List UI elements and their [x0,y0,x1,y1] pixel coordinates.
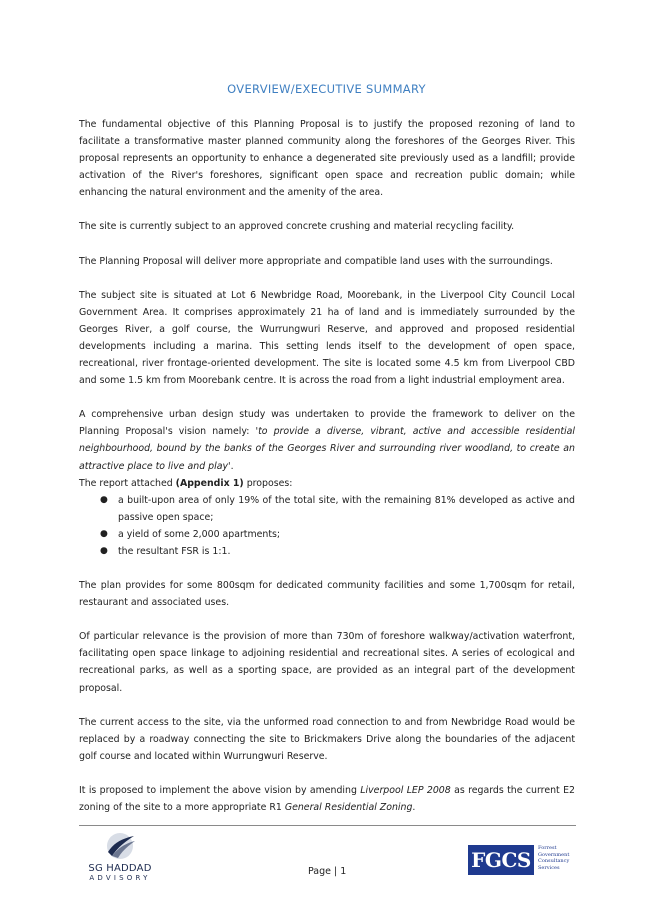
list-item [79,526,575,543]
fgcs-word: Consultancy [538,858,570,864]
zoning-reference: General Residential Zoning [284,802,413,813]
paragraph-implementation [79,782,575,816]
urban-design-end: . [230,460,234,472]
implementation-text-mid: as regards the current E2 zoning of the site to a more appropriate R1 [79,784,575,813]
list-item-text: a yield of some 2,000 apartments; [118,528,281,540]
proposal-list [79,492,575,560]
sg-haddad-swoosh-icon [80,830,160,862]
bullet-icon: ● [100,545,108,556]
page-title: OVERVIEW/EXECUTIVE SUMMARY [227,82,426,96]
paragraph-foreshore: Of particular relevance is the provision of more than 730m of foreshore walkway/activation waterfront, facilitating open space linkage to adjoining residential and recreational sites. A series of ecological and recreational parks, as well as a sporting space, are provided as an integral part of the development proposal. [79,631,575,694]
lep-reference: Liverpool LEP 2008 [360,784,451,796]
appendix-reference: (Appendix 1) [175,477,244,489]
paragraph-facilities: The plan provides for some 800sqm for dedicated community facilities and some 1,700sqm for retail, restaurant and associated uses. [79,580,575,609]
paragraph-current-use: The site is currently subject to an approved concrete crushing and material recycling facility. [79,221,515,233]
implementation-text: It is proposed to implement the above vision by amending [79,784,361,796]
sg-haddad-logo [80,830,160,884]
paragraph-access: The current access to the site, via the unformed road connection to and from Newbridge Road would be replaced by a roadway connecting the site to Brickmakers Drive along the boundaries of the adjacent golf course and located within Wurrungwuri Reserve. [79,716,575,762]
fgcs-words [538,845,578,871]
list-item-text: the resultant FSR is 1:1. [118,545,231,557]
paragraph-urban-design [79,406,575,474]
list-item [79,543,575,560]
urban-design-text: A comprehensive urban design study was undertaken to provide the framework to deliver on the Planning Proposal's vision namely: [79,409,575,438]
sg-haddad-name: SG HADDAD [88,863,152,874]
fgcs-mark: FGCS [468,845,534,875]
implementation-text-end: . [412,802,416,813]
paragraph-site-location: The subject site is situated at Lot 6 Newbridge Road, Moorebank, in the Liverpool City Council Local Government Area. It comprises approximately 21 ha of land and is immediately surrounded by the Georges River, a golf course, the Wurrungwuri Reserve, and approved and proposed residential developments including a marina. This setting lends itself to the development of open space, recreational, river frontage-oriented development. The site is located some 4.5 km from Liverpool CBD and some 1.5 km from Moorebank centre. It is across the road from a light industrial employment area. [79,289,575,387]
list-item [79,492,575,526]
fgcs-word: Services [538,864,560,871]
sg-haddad-sub: ADVISORY [89,874,151,882]
fgcs-word: Forrest [538,845,557,851]
vision-quote: 'to provide a diverse, vibrant, active and accessible residential neighbourhood, bound by the banks of the Georges River and surrounding river woodland, to create an attractive place to live and play' [79,426,576,472]
page-number: Page | 1 [308,866,347,877]
paragraph-objective: The fundamental objective of this Planning Proposal is to justify the proposed rezoning of land to facilitate a transformative master planned community along the foreshores of the Georges River. This proposal represents an opportunity to enhance a degenerated site previously used as a landfill; provide activation of the River's foreshores, significant open space and recreation public domain; while enhancing the natural environment and the amenity of the area. [79,119,575,199]
list-item-text: a built-upon area of only 19% of the total site, with the remaining 81% developed as active and passive open space; [118,494,575,523]
bullet-icon: ● [100,494,108,505]
report-text-end: proposes: [243,477,293,489]
footer-divider [79,825,576,826]
document-body [79,116,575,833]
fgcs-word: Government [538,851,570,858]
paragraph-land-uses: The Planning Proposal will deliver more appropriate and compatible land uses with the surroundings. [79,255,553,267]
fgcs-logo [468,843,576,879]
paragraph-report [79,475,575,492]
report-text: The report attached [79,477,176,489]
bullet-icon: ● [100,528,108,539]
